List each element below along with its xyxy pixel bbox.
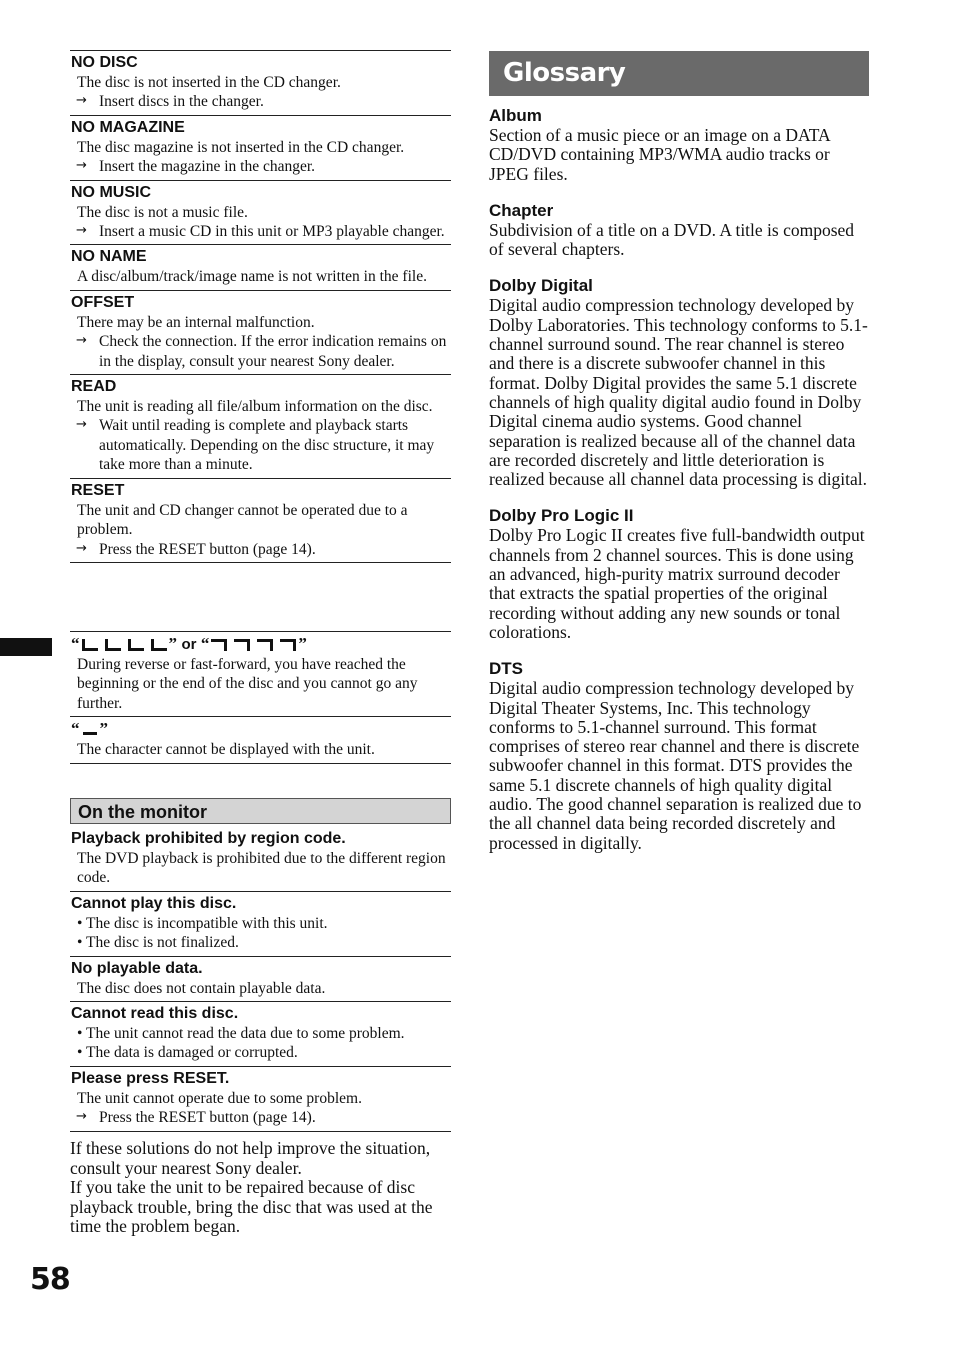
entry-title: NO MUSIC <box>71 183 151 201</box>
cause-text: A disc/album/track/image name is not written in the file. <box>77 268 427 286</box>
cause-text: The DVD playback is prohibited due to the different region code. <box>77 850 446 887</box>
cause-text: The disc is not inserted in the CD changer. <box>77 74 341 91</box>
glossary-term: Dolby Pro Logic II <box>489 506 634 526</box>
remedy-text: → Check the connection. If the error indication remains on in the display, consult your nearest Sony dealer. <box>70 332 451 371</box>
entry-title: OFFSET <box>71 293 135 311</box>
remedy-text: → Press the RESET button (page 14). <box>70 1108 451 1127</box>
monitor-section-heading: On the monitor <box>70 798 451 824</box>
entry-title: READ <box>71 378 117 396</box>
undisplayable-char-desc: The character cannot be displayed with the unit. <box>77 741 375 759</box>
remedy-text: → Insert discs in the changer. <box>70 92 451 111</box>
entry-title: Cannot play this disc. <box>71 894 237 912</box>
symbol-entries <box>70 631 451 764</box>
entry-title: Please press RESET. <box>71 1069 230 1087</box>
bullet-text: • The unit cannot read the data due to some problem. <box>77 1025 405 1043</box>
monitor-entry <box>70 1066 451 1132</box>
reverse-limit-entry <box>70 631 451 716</box>
entry-title: NO MAGAZINE <box>71 118 185 136</box>
cause-text: The disc is not a music file. <box>77 203 248 221</box>
monitor-entry <box>70 827 451 891</box>
bottom-segments-icon <box>82 639 167 651</box>
glossary-term: DTS <box>489 659 523 679</box>
error-entry <box>70 290 451 374</box>
glossary-definition: Section of a music piece or an image on a DATA CD/DVD containing MP3/WMA audio tracks or JPEG files. <box>489 125 830 184</box>
bullet-text: • The disc is incompatible with this unit. <box>77 914 328 932</box>
error-entry <box>70 50 451 115</box>
cause-text: The unit and CD changer cannot be operated due to a problem. <box>77 501 408 539</box>
entry-title: NO DISC <box>71 54 138 71</box>
cause-text: The unit cannot operate due to some problem. <box>77 1089 362 1107</box>
error-entry <box>70 180 451 245</box>
bullet-text: • The disc is not finalized. <box>77 934 239 952</box>
entry-title: Cannot read this disc. <box>71 1005 239 1023</box>
closing-paragraph-2: If you take the unit to be repaired because of disc playback trouble, bring the disc that was used at the time the problem began. <box>70 1177 433 1237</box>
underscore-segment-icon <box>83 732 97 735</box>
cause-text: There may be an internal malfunction. <box>77 313 315 331</box>
section-tab-marker <box>0 638 52 656</box>
glossary-definition: Subdivision of a title on a DVD. A title is composed of several chapters. <box>489 219 855 260</box>
entry-title: NO NAME <box>71 248 147 266</box>
glossary-term: Album <box>489 106 542 125</box>
reverse-limit-desc: During reverse or fast-forward, you have reached the beginning or the end of the disc and you cannot go any further. <box>77 656 418 712</box>
monitor-entry <box>70 1001 451 1066</box>
error-entry <box>70 374 451 478</box>
error-list <box>70 50 451 563</box>
bullet-text: • The data is damaged or corrupted. <box>77 1044 298 1062</box>
remedy-text: → Insert the magazine in the changer. <box>70 157 451 176</box>
glossary-definition: Digital audio compression technology developed by Dolby Laboratories. This technology conforms to 5.1-channel surround sound. The rear channel is stereo and there is a discrete subwoofer channel in this format. Dolby Digital provides the same 5.1 discrete channels of high quality digital audio found in Dolby Digital cinema audio systems. Good channel separation is realized because all of the channel data are recorded discretely and little deterioration is realized because all channel data processing is digital. <box>489 295 868 490</box>
remedy-text: → Press the RESET button (page 14). <box>70 540 451 559</box>
cause-text: The disc magazine is not inserted in the CD changer. <box>77 138 405 156</box>
glossary-term: Dolby Digital <box>489 276 593 296</box>
cause-text: The disc does not contain playable data. <box>77 979 326 997</box>
error-entry <box>70 244 451 289</box>
remedy-text: → Insert a music CD in this unit or MP3 playable changer. <box>70 222 451 241</box>
closing-paragraph-1: If these solutions do not help improve the situation, consult your nearest Sony dealer. <box>70 1138 431 1178</box>
remedy-text: → Wait until reading is complete and playback starts automatically. Depending on the disc structure, it may take more than a minute. <box>70 416 451 474</box>
glossary-definition: Digital audio compression technology developed by Digital Theater Systems, Inc. This technology conforms to 5.1-channel surround. This format comprises of stereo rear channel and there is discrete subwoofer channel in this format. DTS provides the same 5.1 discrete channels of high quality digital audio. The good channel separation is realized due to the all channel data being recorded discretely and processed in digitally. <box>489 678 862 853</box>
undisplayable-char-entry <box>70 716 451 763</box>
or-word: or <box>181 636 197 653</box>
segment-symbols: “ ” or “ ” <box>71 634 307 653</box>
entry-title: RESET <box>71 481 125 499</box>
entry-title: Playback prohibited by region code. <box>71 830 346 847</box>
error-entry <box>70 115 451 180</box>
error-entry <box>70 478 451 563</box>
monitor-list <box>70 827 451 1132</box>
monitor-entry <box>70 956 451 1001</box>
entry-title: No playable data. <box>71 959 203 977</box>
cause-text: The unit is reading all file/album information on the disc. <box>77 398 433 416</box>
glossary-definition: Dolby Pro Logic II creates five full-bandwidth output channels from 2 channel sources. This is done using an advanced, high-purity matrix surround decoder that extracts the spatial properties of the original recording without adding any new sounds or tonal colorations. <box>489 525 865 642</box>
glossary-term: Chapter <box>489 200 554 220</box>
page-number: 58 <box>30 1262 70 1297</box>
closing-note <box>70 1139 451 1237</box>
glossary-heading: Glossary <box>489 51 869 96</box>
monitor-entry <box>70 891 451 956</box>
top-segments-icon <box>211 639 296 651</box>
glossary-list <box>489 106 869 853</box>
underscore-symbol: “ ” <box>71 719 108 739</box>
